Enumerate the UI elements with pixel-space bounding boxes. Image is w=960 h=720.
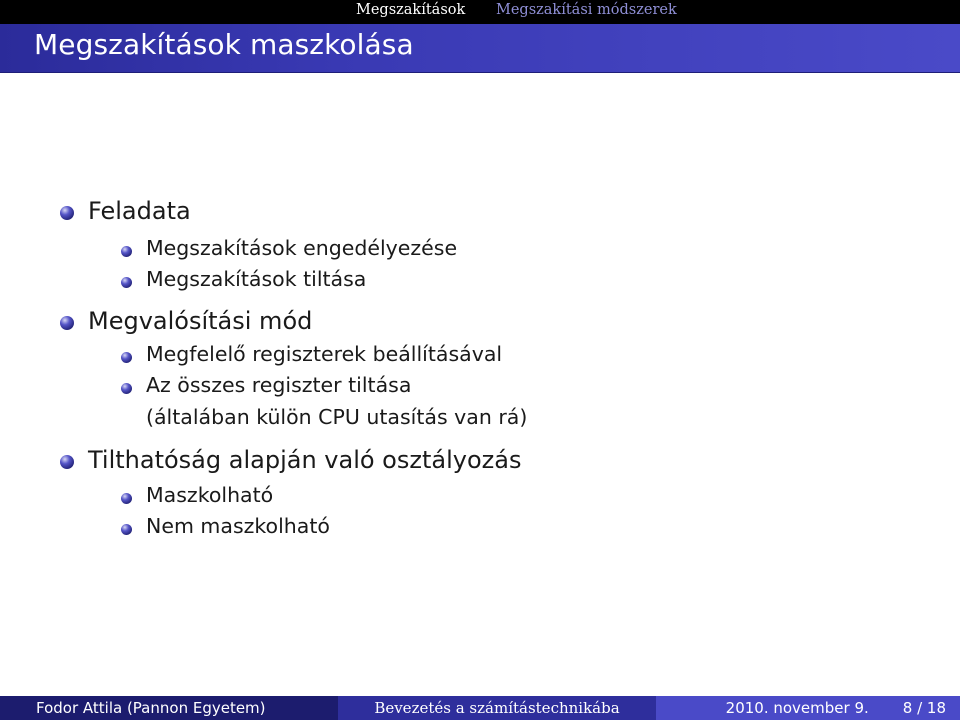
nav-section-current[interactable]: Megszakítások [356, 2, 466, 18]
bullet-ball-icon [121, 383, 132, 394]
bullet-ball-icon [121, 524, 132, 535]
sub-list-item: Az összes regiszter tiltása [146, 373, 412, 397]
footer-date-page [656, 696, 960, 720]
bullet-ball-icon [121, 493, 132, 504]
nav-subsection[interactable]: Megszakítási módszerek [496, 2, 677, 18]
sub-list-item: Megfelelő regiszterek beállításával [146, 342, 503, 366]
bullet-ball-icon [121, 246, 132, 257]
frame-title: Megszakítások maszkolása [34, 28, 414, 61]
sub-list-item-continuation: (általában külön CPU utasítás van rá) [146, 405, 528, 429]
footer-bar [0, 696, 960, 720]
sub-list-item: Maszkolható [146, 483, 274, 507]
bullet-ball-icon [121, 277, 132, 288]
bullet-ball-icon [60, 206, 74, 220]
sub-list-item: Nem maszkolható [146, 514, 330, 538]
list-item: Megvalósítási mód [88, 307, 313, 335]
footer-page-number: 8 / 18 [902, 699, 946, 717]
bullet-ball-icon [121, 352, 132, 363]
footer-date: 2010. november 9. [725, 699, 869, 717]
list-item: Tilthatóság alapján való osztályozás [88, 446, 522, 474]
footer-course-title: Bevezetés a számítástechnikába [338, 696, 656, 720]
footer-author: Fodor Attila (Pannon Egyetem) [0, 696, 338, 720]
bullet-ball-icon [60, 455, 74, 469]
sub-list-item: Megszakítások engedélyezése [146, 236, 458, 260]
sub-list-item: Megszakítások tiltása [146, 267, 367, 291]
list-item: Feladata [88, 197, 191, 225]
bullet-ball-icon [60, 316, 74, 330]
